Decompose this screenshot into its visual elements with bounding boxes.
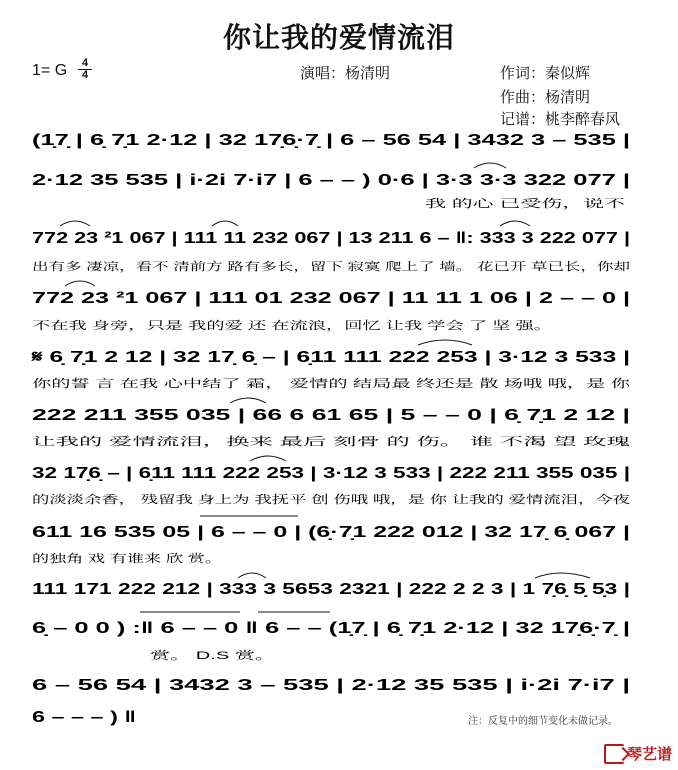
staff-row-6 bbox=[32, 407, 630, 448]
slur bbox=[418, 340, 472, 345]
meter-numerator: 4 bbox=[78, 58, 92, 70]
slur bbox=[238, 573, 266, 578]
site-logo bbox=[604, 743, 672, 764]
logo-mark-icon bbox=[604, 744, 624, 764]
lyrics-row: 我 的心 已受伤，说不 bbox=[425, 198, 531, 210]
lyricist-credit: 作词：秦似辉 bbox=[500, 64, 591, 82]
lyrics-row: 出有多 凄凉，看不 清前方 路有多长，留下 寂寞 爬上了 墙。 花已开 草已长，你却 bbox=[32, 261, 431, 273]
staff-row-4 bbox=[32, 290, 630, 332]
slur bbox=[60, 221, 90, 226]
slur bbox=[500, 221, 530, 226]
notes-row: 6 – 56 54 | 3432 3 – 535 | 2·12 35 535 | i·2i 7·i7 | bbox=[32, 677, 630, 694]
staff-row-1 bbox=[32, 132, 630, 149]
key-signature: 1= G bbox=[32, 62, 68, 79]
notes-row: 772 23 ²1 067 | 111 11 232 067 | 13 211 6 – ‖: 333 3 222 077 | bbox=[32, 230, 630, 247]
notes-row: (1̣7̣ | 6̣ 7̣1 2·12 | 32 17̣6̣·7̣ | 6 – 56 54 | 3432 3 – 535 | bbox=[32, 132, 630, 149]
song-title: 你让我的爱情流泪 bbox=[222, 21, 455, 54]
slur bbox=[65, 281, 95, 286]
composer-credit: 作曲：杨清明 bbox=[500, 88, 591, 106]
notes-row: 111 171 222 212 | 333 3 5653 2321 | 222 2 2 3 | 1 7̣6̣ 5̣ 5̣3 | bbox=[32, 581, 630, 598]
staff-row-10 bbox=[32, 620, 630, 662]
lyrics-row: 不在我 身旁，只是 我的爱 还 在流浪，回忆 让我 学会 了 坚 强。 bbox=[32, 320, 346, 332]
lyrics-row: 让我的 爱情流泪，换来 最后 刻骨 的 伤。 谁 不渴 望 玫瑰 bbox=[32, 436, 313, 448]
slur bbox=[230, 398, 266, 403]
notes-row: 611 16 535 05 | 6 – – 0 | (6̣·7̣1 222 012 | 32 17̣ 6̣ 067 | bbox=[32, 524, 630, 541]
staff-row-2 bbox=[32, 172, 630, 210]
slur bbox=[474, 163, 506, 168]
notes-row: 222 211 355 035 | 66 6 61 65 | 5 – – 0 | 6̣ 7̣1 2 12 | bbox=[32, 407, 630, 424]
footnote: 注：反复中的细节变化未做记录。 bbox=[468, 716, 618, 727]
staff-row-5 bbox=[30, 349, 631, 390]
slurs bbox=[60, 163, 590, 578]
lyrics-row: 你的誓 言 在我 心中结了 霜， 爱情的 结局最 终还是 散 场哦 哦，是 你 bbox=[32, 378, 374, 390]
slur bbox=[212, 221, 238, 226]
notes-row: 32 17̣6̣ – | 6̣11 111 222 253 | 3·12 3 533 | 222 211 355 035 | bbox=[32, 465, 630, 482]
staff-row-3 bbox=[32, 230, 630, 273]
staff-row-7 bbox=[32, 465, 630, 506]
slur bbox=[535, 573, 590, 578]
staff-row-11 bbox=[32, 677, 630, 694]
transcriber-credit: 记谱：桃李醉春风 bbox=[500, 110, 621, 128]
notes-row: 6̣ – 0 0 ) :‖ 6 – – 0 ‖ 6 – – (1̣7̣ | 6̣ 7̣1 2·12 | 32 17̣6̣·7̣ | bbox=[32, 620, 630, 637]
slur bbox=[250, 456, 286, 461]
staff-row-8 bbox=[32, 524, 630, 565]
lyrics-row: 的淡淡余香， 残留我 身上为 我抚平 创 伤哦 哦，是 你 让我的 爱情流泪，今夜 bbox=[32, 494, 412, 506]
notes-row: 6 – – – ) ‖ bbox=[32, 709, 136, 726]
meter-denominator: 4 bbox=[81, 69, 89, 81]
lyrics-row: 赏。 D.S 赏。 bbox=[150, 650, 219, 662]
notes-row: 𝄋 6̣ 7̣1 2 12 | 32 17̣ 6̣ – | 6̣11 111 222 253 | 3·12 3 533 | bbox=[30, 349, 631, 366]
logo-text: 琴艺谱 bbox=[626, 745, 672, 763]
notes-row: 772 23 ²1 067 | 111 01 232 067 | 11 11 1 06 | 2 – – 0 | bbox=[32, 290, 630, 307]
staff-row-9 bbox=[32, 581, 630, 598]
staff-row-12 bbox=[32, 709, 136, 726]
singer-credit: 演唱：杨清明 bbox=[300, 64, 391, 82]
notes-row: 2·12 35 535 | i·2i 7·i7 | 6 – – ) 0·6 | 3·3 3·3 322 077 | bbox=[32, 172, 630, 189]
lyrics-row: 的独角 戏 有谁来 欣 赏。 bbox=[32, 553, 155, 565]
